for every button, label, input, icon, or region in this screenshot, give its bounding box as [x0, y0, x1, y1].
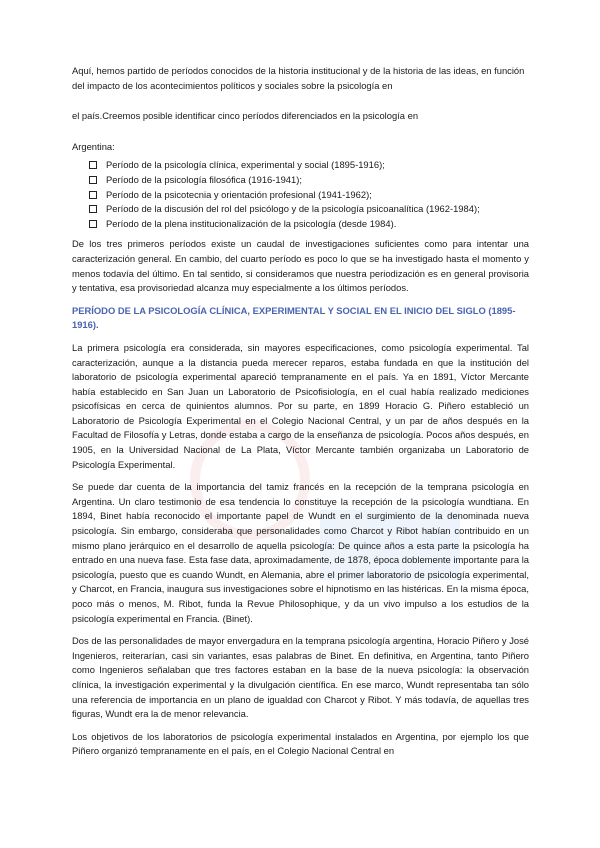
checkbox-bullet-icon: [89, 176, 97, 184]
periods-list: [89, 158, 529, 231]
list-item: Período de la psicología clínica, experimental y social (1895-1916);: [89, 158, 529, 173]
list-item: Período de la plena institucionalización de la psicología (desde 1984).: [89, 217, 529, 232]
body-paragraph-4: Los objetivos de los laboratorios de psicología experimental instalados en Argentina, por ejemplo los que Piñero organizó tempranamente en el país, en el Colegio Nacional Central en: [72, 730, 529, 757]
list-item: Período de la discusión del rol del psicólogo y de la psicología psicoanalítica (1962-1984);: [89, 202, 529, 217]
list-item: Período de la psicotecnia y orientación profesional (1941-1962);: [89, 188, 529, 203]
checkbox-bullet-icon: [89, 191, 97, 199]
intro-country: Argentina:: [72, 140, 115, 152]
list-item: Período de la psicología filosófica (1916-1941);: [89, 173, 529, 188]
checkbox-bullet-icon: [89, 220, 97, 228]
periods-paragraph: De los tres primeros períodos existe un caudal de investigaciones suficientes como para intentar una caracterización general. En cambio, del cuarto período es poco lo que se ha investigado hasta el momento y menos todavía del último. En tal sentido, si consideramos que nuestra periodización es en general provisoria y tentativa, esa provisoriedad alcanza muy especialmente a los últimos períodos.: [72, 238, 529, 294]
body-paragraph-2: Se puede dar cuenta de la importancia del tamiz francés en la recepción de la temprana psicología en Argentina. Un claro testimonio de esa tendencia lo constituye la recepción de la psicología wundtiana. En 1894, Binet había reconocido el importante papel de Wundt en el surgimiento de la denominada nueva psicología. Sin embargo, consideraba que personalidades como Charcot y Ribot habían contribuido en un mismo plano jerárquico en el desarrollo de aquella psicología: De quince años a esta parte la psicología ha entrado en una nueva fase. Esta fase data, aproximadamente, de 1878, época doblemente importante para la psicología, puesto que es cuando Wundt, en Alemania, abre el primer laboratorio de psicología experimental, y Charcot, en Francia, inaugura sus investigaciones sobre el hipnotismo en las histéricas. En la misma época, poco más o menos, M. Ribot, funda la Revue Philosophique, y da un vivo impulso a los estudios de la psicología experimental en Francia. (Binet).: [72, 481, 529, 624]
intro-continuation: el país.Creemos posible identificar cinco períodos diferenciados en la psicología en: [72, 110, 419, 122]
intro-paragraph: Aquí, hemos partido de períodos conocidos de la historia institucional y de la historia de las ideas, en función del impacto de los acontecimientos políticos y sociales sobre la psicología en: [72, 65, 525, 91]
document-page: [72, 64, 529, 759]
checkbox-bullet-icon: [89, 161, 97, 169]
body-paragraph-1: La primera psicología era considerada, sin mayores especificaciones, como psicología experimental. Tal caracterización, aunque a la distancia pueda merecer reparos, estaba fundada en que la institución del laboratorio de psicología experimental apareció tempranamente en el país. Ya en 1891, Víctor Mercante había establecido en San Juan un Laboratorio de Psicofisiología, en el cual había realizado mediciones psicofísicas en cerca de quinientos alumnos. Por su parte, en 1899 Horacio G. Piñero estableció un Laboratorio de Psicología Experimental en el Colegio Nacional Central, y un par de años después en la Facultad de Filosofía y Letras, donde estaba a cargo de la enseñanza de psicología. Pocos años después, en 1905, en la Universidad Nacional de La Plata, Víctor Mercante también organizaba un Laboratorio de Psicología Experimental.: [72, 341, 529, 470]
checkbox-bullet-icon: [89, 205, 97, 213]
section-heading: PERÍODO DE LA PSICOLOGÍA CLÍNICA, EXPERIMENTAL Y SOCIAL EN EL INICIO DEL SIGLO (1895-1916).: [72, 304, 516, 331]
body-paragraph-3: Dos de las personalidades de mayor envergadura en la temprana psicología argentina, Horacio Piñero y José Ingenieros, reiterarían, casi sin variantes, esas palabras de Binet. En definitiva, en Argentina, tanto Piñero como Ingenieros señalaban que tres factores estaban en la base de la nueva psicología: la observación clínica, la investigación experimental y la divulgación científica. En ese marco, Wundt representaba tan sólo una referencia de importancia en un plano de igualdad con Charcot y Ribot. Y más todavía, de aquellas tres figuras, Wundt era la de menor relevancia.: [72, 635, 529, 720]
